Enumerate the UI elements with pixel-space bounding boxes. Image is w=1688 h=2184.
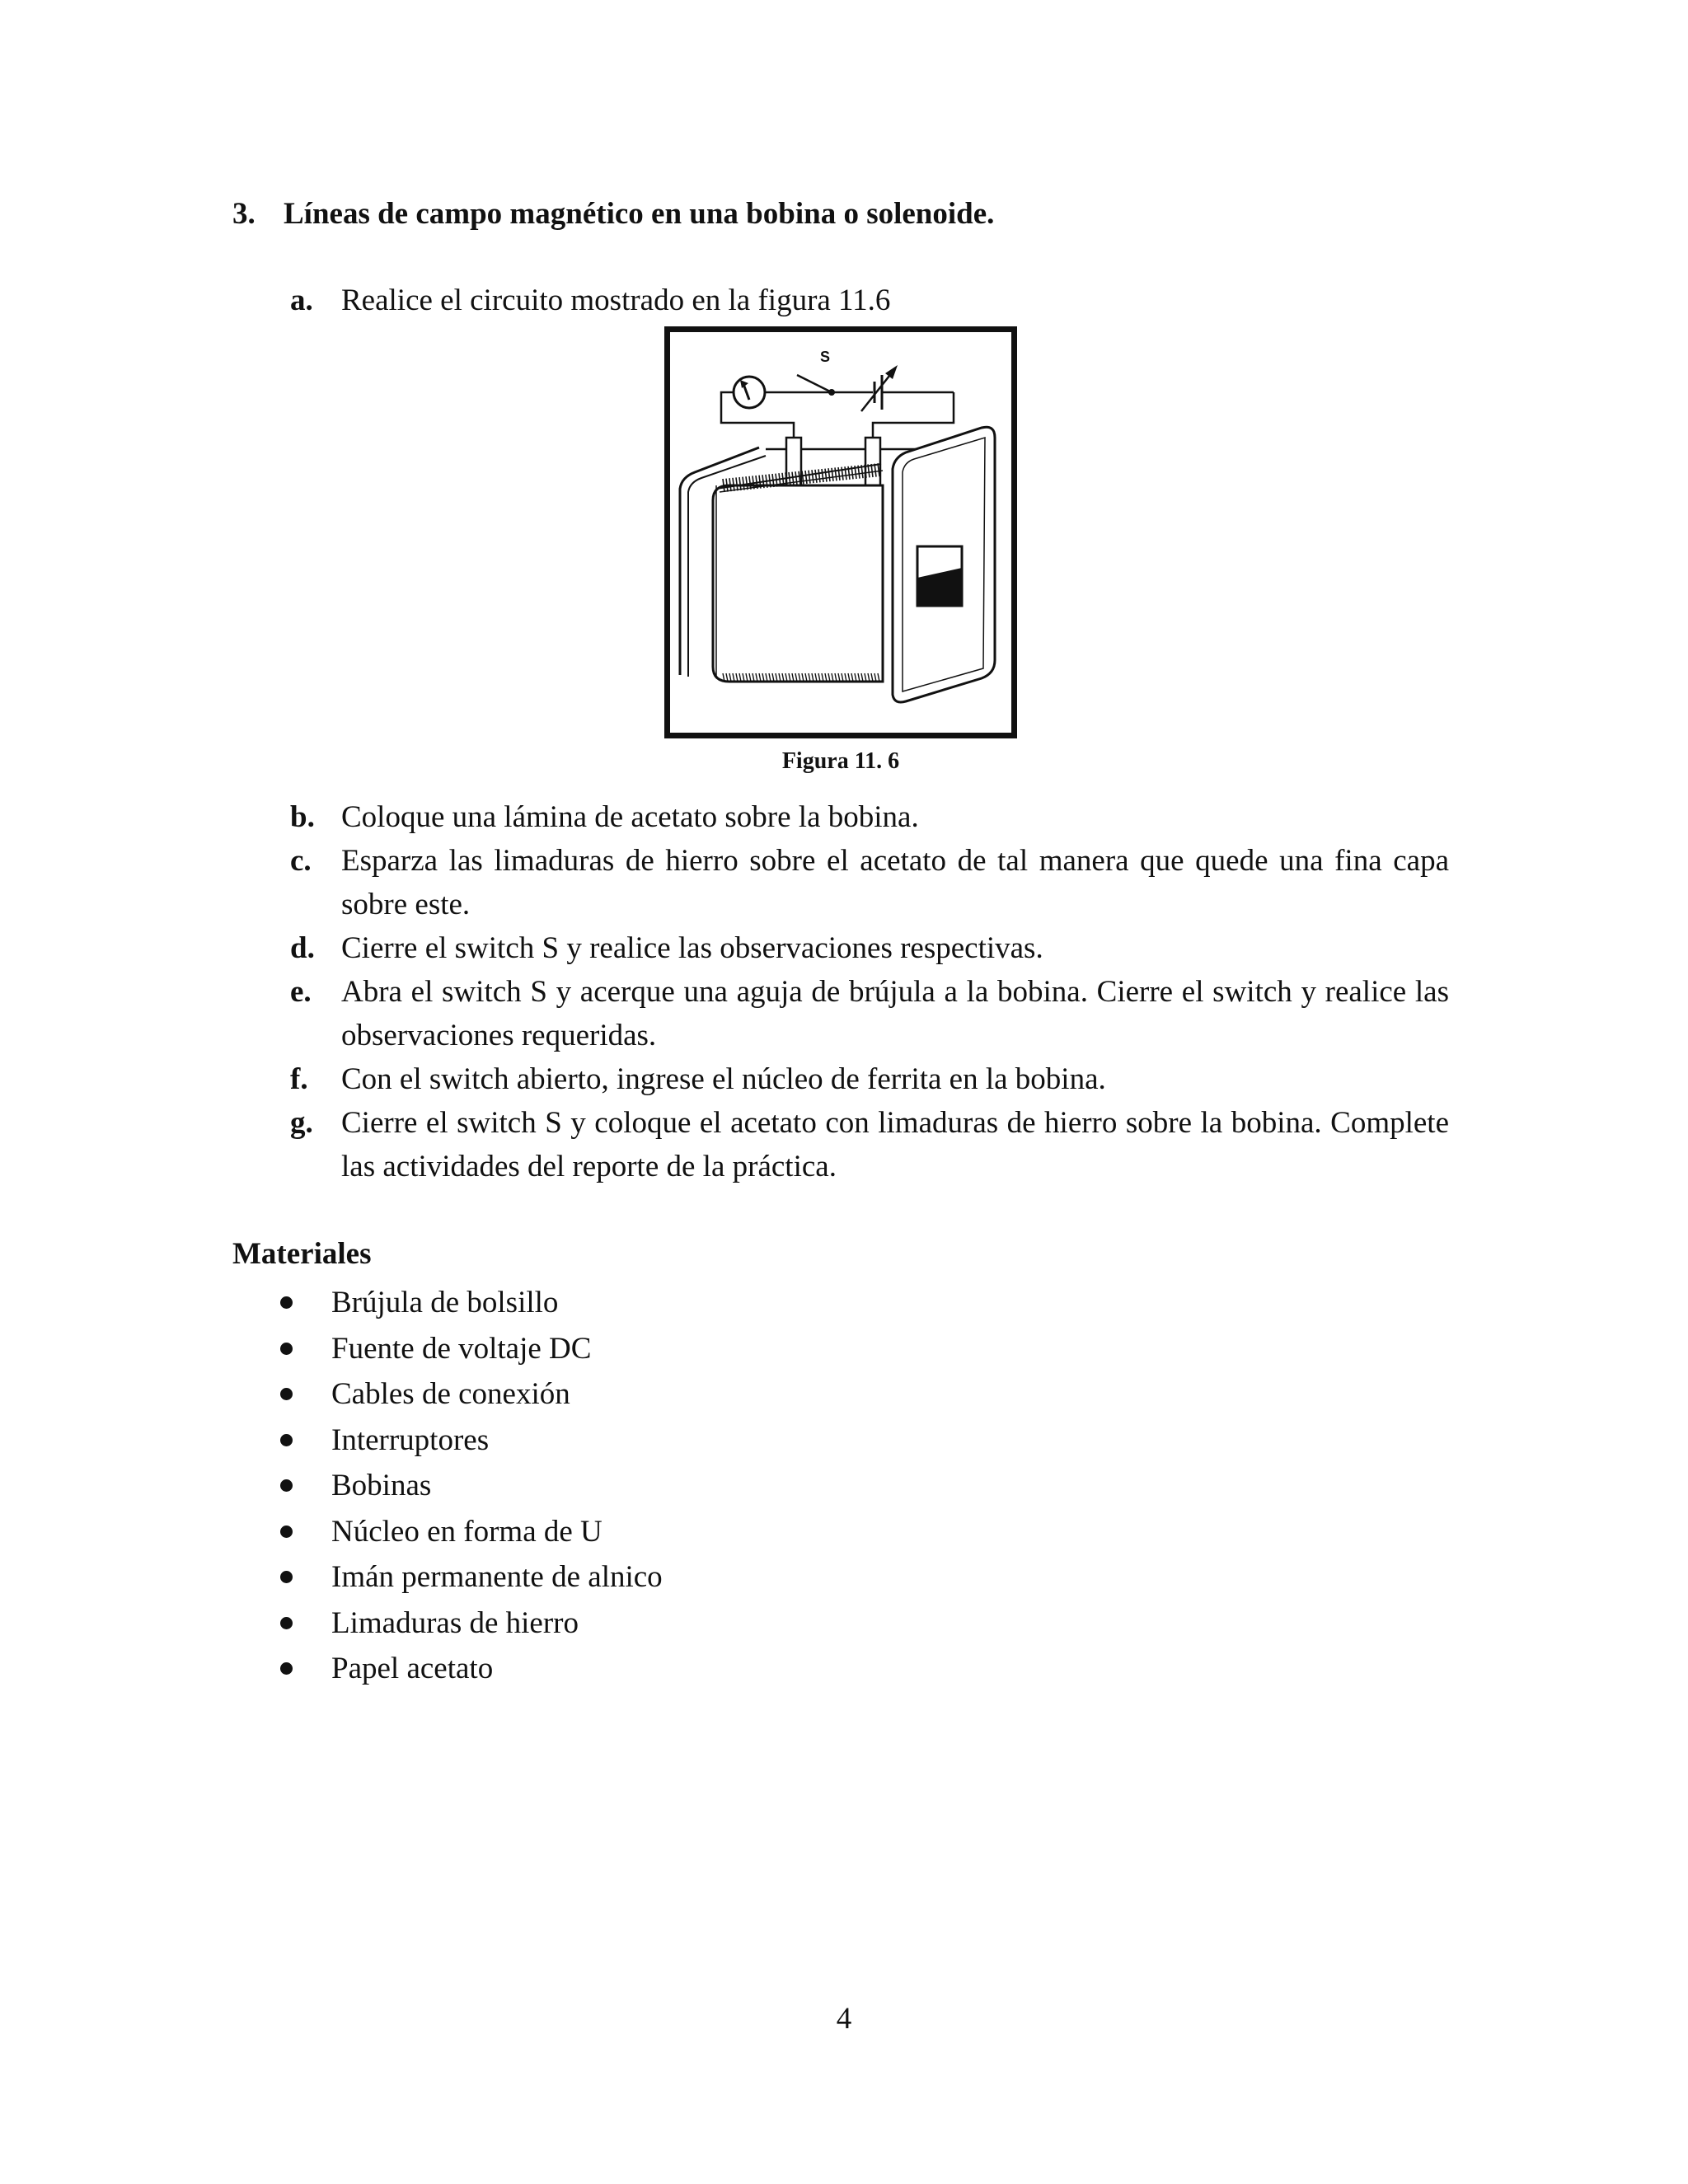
bullet-icon	[280, 1388, 293, 1400]
step-letter: e.	[290, 975, 312, 1009]
step-letter: g.	[290, 1106, 313, 1140]
bullet-icon	[280, 1526, 293, 1538]
circuit-figure	[664, 326, 1017, 738]
list-item: Núcleo en forma de U	[280, 1509, 663, 1555]
list-item: Interruptores	[280, 1418, 663, 1464]
page-number: 4	[836, 2002, 852, 2036]
materials-heading: Materiales	[232, 1237, 372, 1271]
coil-body	[713, 485, 883, 682]
step-letter: b.	[290, 800, 315, 834]
step-item-e	[290, 970, 1449, 1057]
bullet-icon	[280, 1662, 293, 1675]
switch-icon	[797, 375, 832, 392]
step-text: Cierre el switch S y coloque el acetato con limaduras de hierro sobre la bobina. Complete las actividades del reporte de la práctica.	[341, 1106, 1449, 1183]
step-item-f	[290, 1057, 1449, 1101]
bullet-icon	[280, 1434, 293, 1446]
list-item: Fuente de voltaje DC	[280, 1326, 663, 1372]
step-letter: c.	[290, 844, 312, 878]
bullet-icon	[280, 1571, 293, 1583]
step-letter: a.	[290, 284, 313, 317]
bullet-icon	[280, 1343, 293, 1355]
step-text: Esparza las limaduras de hierro sobre el acetato de tal manera que quede una fina capa sobre este.	[341, 844, 1449, 921]
bullet-icon	[280, 1296, 293, 1309]
list-item: Papel acetato	[280, 1646, 663, 1692]
list-item: Brújula de bolsillo	[280, 1280, 663, 1326]
step-item-g	[290, 1101, 1449, 1188]
step-letter: f.	[290, 1062, 308, 1096]
step-item-c	[290, 839, 1449, 926]
step-text: Cierre el switch S y realice las observaciones respectivas.	[341, 931, 1043, 965]
section-number: 3.	[232, 197, 256, 231]
figure-caption: Figura 11. 6	[781, 748, 900, 774]
step-text: Con el switch abierto, ingrese el núcleo de ferrita en la bobina.	[341, 1062, 1106, 1096]
solenoid-circuit-diagram	[670, 332, 1011, 733]
step-text: Abra el switch S y acerque una aguja de brújula a la bobina. Cierre el switch y realice las observaciones requeridas.	[341, 975, 1449, 1052]
bullet-icon	[280, 1617, 293, 1629]
section-heading	[232, 196, 994, 232]
list-item: Bobinas	[280, 1463, 663, 1509]
materials-list	[280, 1280, 663, 1692]
switch-label: S	[820, 349, 831, 365]
step-item-a	[290, 279, 1449, 322]
section-title: Líneas de campo magnético en una bobina o solenoide.	[284, 197, 995, 231]
step-letter: d.	[290, 931, 315, 965]
ammeter-icon	[734, 377, 765, 408]
step-item-b	[290, 795, 1449, 839]
step-text: Coloque una lámina de acetato sobre la bobina.	[341, 800, 919, 834]
list-item: Cables de conexión	[280, 1371, 663, 1418]
step-item-d	[290, 926, 1449, 970]
list-item: Limaduras de hierro	[280, 1601, 663, 1647]
list-item: Imán permanente de alnico	[280, 1554, 663, 1601]
bullet-icon	[280, 1479, 293, 1492]
step-text: Realice el circuito mostrado en la figura 11.6	[341, 284, 891, 317]
